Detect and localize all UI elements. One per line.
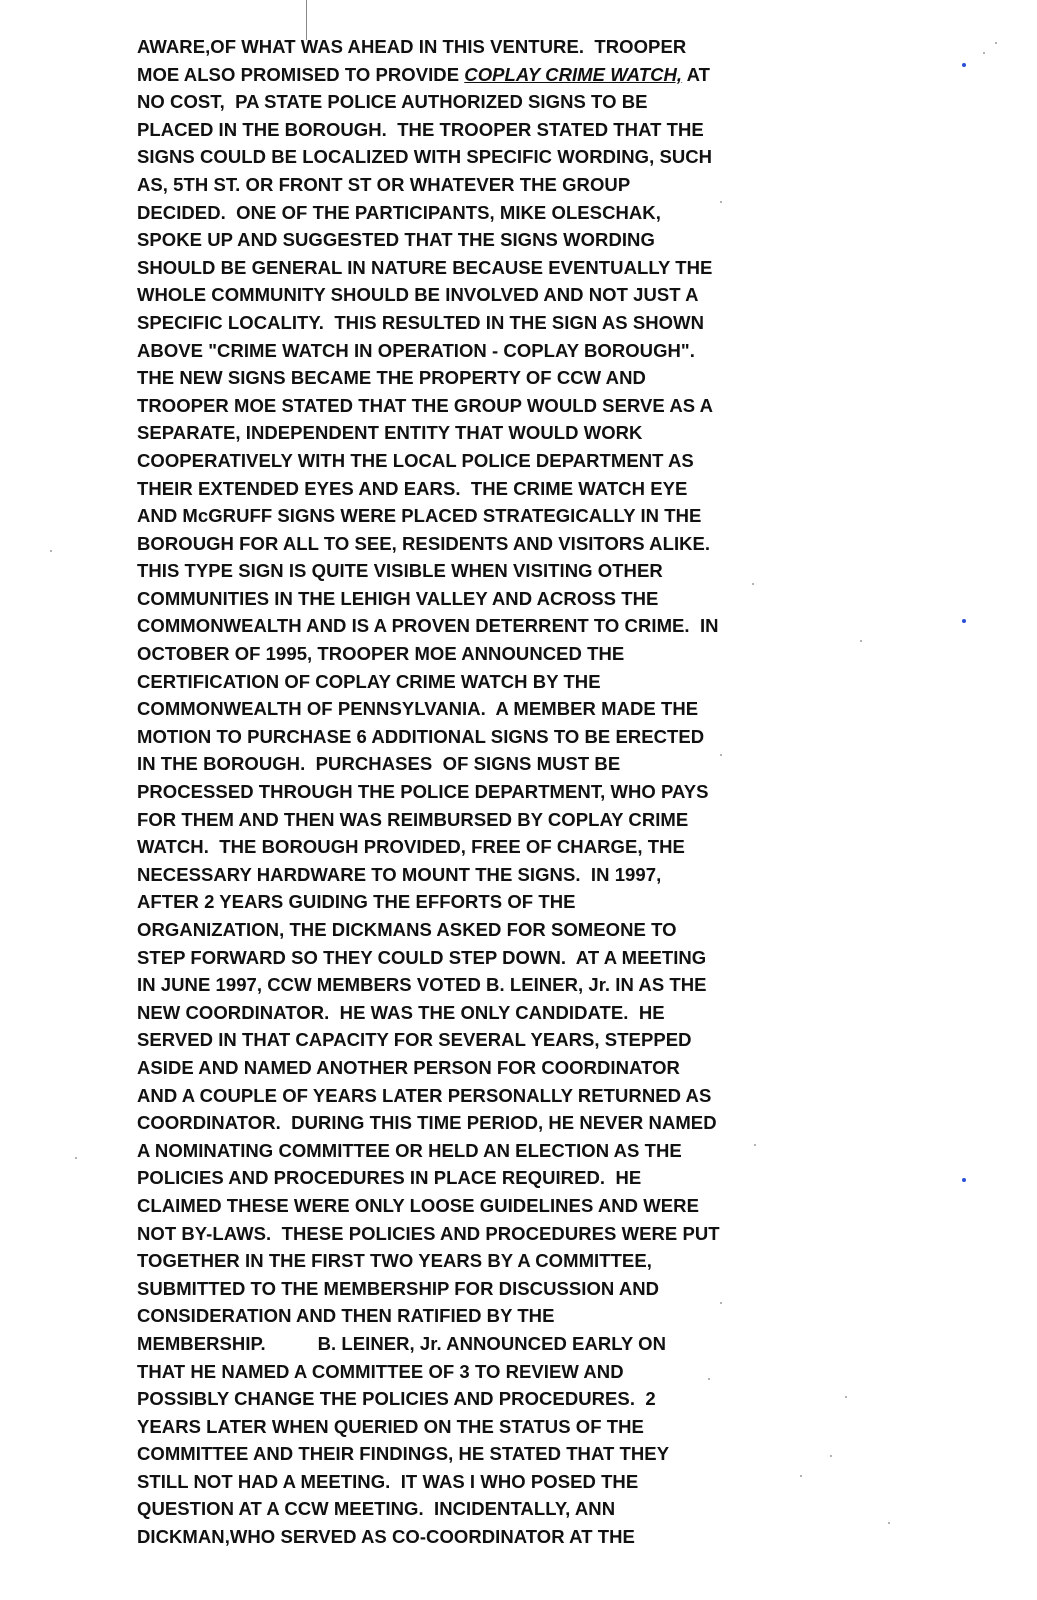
- text-line: [137, 585, 777, 613]
- text-line-segment: SUBMITTED TO THE MEMBERSHIP FOR DISCUSSION AND: [137, 1277, 660, 1299]
- text-line: [137, 971, 777, 999]
- text-line-segment: AND McGRUFF SIGNS WERE PLACED STRATEGICALLY IN THE: [137, 505, 702, 527]
- text-line-segment: POSSIBLY CHANGE THE POLICIES AND PROCEDURES. 2: [137, 1388, 656, 1410]
- text-line: [137, 668, 777, 696]
- text-line: [137, 419, 777, 447]
- text-line: [137, 1495, 777, 1523]
- text-line: [137, 530, 777, 558]
- text-line-segment: NECESSARY HARDWARE TO MOUNT THE SIGNS. IN 1997,: [137, 863, 662, 885]
- text-line-segment: SPOKE UP AND SUGGESTED THAT THE SIGNS WORDING: [137, 229, 655, 251]
- text-line: [137, 640, 777, 668]
- text-line-segment: MOTION TO PURCHASE 6 ADDITIONAL SIGNS TO BE ERECTED: [137, 725, 705, 747]
- text-line: [137, 1137, 777, 1165]
- text-line-segment: SIGNS COULD BE LOCALIZED WITH SPECIFIC WORDING, SUCH: [137, 146, 713, 168]
- text-line-segment: SERVED IN THAT CAPACITY FOR SEVERAL YEARS, STEPPED: [137, 1029, 692, 1051]
- text-line: [137, 1330, 777, 1358]
- text-line-segment: PROCESSED THROUGH THE POLICE DEPARTMENT, WHO PAYS: [137, 781, 709, 803]
- text-line: [137, 1164, 777, 1192]
- text-line: [137, 309, 777, 337]
- scan-speck: [800, 1475, 802, 1477]
- text-line: [137, 1440, 777, 1468]
- text-line: [137, 723, 777, 751]
- text-line: [137, 1385, 777, 1413]
- text-line-segment: THE NEW SIGNS BECAME THE PROPERTY OF CCW AND: [137, 367, 646, 389]
- text-line-segment: AND A COUPLE OF YEARS LATER PERSONALLY RETURNED AS: [137, 1084, 712, 1106]
- text-line-segment: TROOPER MOE STATED THAT THE GROUP WOULD SERVE AS A: [137, 394, 714, 416]
- scan-speck: [860, 640, 862, 642]
- text-line-segment: AWARE,OF WHAT WAS AHEAD IN THIS VENTURE. TROOPER: [137, 36, 687, 57]
- emphasized-organization-name: COPLAY CRIME WATCH,: [464, 63, 683, 85]
- text-line: [137, 116, 777, 144]
- text-line-segment: CONSIDERATION AND THEN RATIFIED BY THE: [137, 1305, 555, 1327]
- text-line: [137, 364, 777, 392]
- text-line: [137, 226, 777, 254]
- text-line: [137, 502, 777, 530]
- text-line-segment: A NOMINATING COMMITTEE OR HELD AN ELECTION AS THE: [137, 1139, 682, 1161]
- scan-speck: [995, 42, 997, 44]
- scan-speck: [720, 201, 722, 203]
- text-line-segment: MOE ALSO PROMISED TO PROVIDE: [137, 63, 465, 85]
- text-line-segment: IN JUNE 1997, CCW MEMBERS VOTED B. LEINER, Jr. IN AS THE: [137, 974, 707, 996]
- text-line: [137, 1192, 777, 1220]
- text-line: [137, 1302, 777, 1330]
- text-line-segment: YEARS LATER WHEN QUERIED ON THE STATUS OF THE: [137, 1415, 644, 1437]
- text-line: [137, 695, 777, 723]
- text-line: [137, 88, 777, 116]
- text-line: [137, 1523, 777, 1551]
- text-line-segment: THEIR EXTENDED EYES AND EARS. THE CRIME WATCH EYE: [137, 477, 688, 499]
- text-line: [137, 1220, 777, 1248]
- text-line-segment: BOROUGH FOR ALL TO SEE, RESIDENTS AND VISITORS ALIKE.: [137, 532, 711, 554]
- text-line: [137, 1054, 777, 1082]
- text-line-segment: MEMBERSHIP. B. LEINER, Jr. ANNOUNCED EARLY ON: [137, 1332, 667, 1354]
- scan-speck: [75, 1157, 77, 1159]
- scan-speck: [962, 619, 966, 623]
- scan-speck: [845, 1396, 847, 1398]
- scan-speck: [983, 52, 985, 54]
- text-line-segment: TOGETHER IN THE FIRST TWO YEARS BY A COMMITTEE,: [137, 1250, 652, 1272]
- text-line: [137, 888, 777, 916]
- text-line-segment: COORDINATOR. DURING THIS TIME PERIOD, HE NEVER NAMED: [137, 1112, 717, 1134]
- text-line-segment: ABOVE "CRIME WATCH IN OPERATION - COPLAY BOROUGH".: [137, 339, 695, 361]
- text-line: [137, 143, 777, 171]
- text-line: [137, 1109, 777, 1137]
- text-line: [137, 447, 777, 475]
- text-line-segment: CLAIMED THESE WERE ONLY LOOSE GUIDELINES AND WERE: [137, 1194, 699, 1216]
- text-line: [137, 612, 777, 640]
- text-line: [137, 861, 777, 889]
- text-line: [137, 475, 777, 503]
- text-line-segment: STEP FORWARD SO THEY COULD STEP DOWN. AT A MEETING: [137, 946, 707, 968]
- text-line: [137, 33, 777, 61]
- text-line: [137, 806, 777, 834]
- text-line: [137, 1413, 777, 1441]
- text-line: [137, 254, 777, 282]
- text-line-segment: AS, 5TH ST. OR FRONT ST OR WHATEVER THE GROUP: [137, 173, 631, 195]
- text-line: [137, 750, 777, 778]
- text-line: [137, 337, 777, 365]
- scan-speck: [962, 63, 966, 67]
- text-line: [137, 281, 777, 309]
- text-line-segment: COMMONWEALTH OF PENNSYLVANIA. A MEMBER MADE THE: [137, 698, 699, 720]
- scan-speck: [50, 550, 52, 552]
- text-line-segment: IN THE BOROUGH. PURCHASES OF SIGNS MUST BE: [137, 753, 621, 775]
- text-line: [137, 171, 777, 199]
- text-line-segment: THAT HE NAMED A COMMITTEE OF 3 TO REVIEW AND: [137, 1360, 624, 1382]
- text-line-segment: DICKMAN,WHO SERVED AS CO-COORDINATOR AT THE: [137, 1526, 635, 1548]
- text-line: [137, 392, 777, 420]
- text-line-segment: WATCH. THE BOROUGH PROVIDED, FREE OF CHARGE, THE: [137, 836, 685, 858]
- text-line-segment: AT: [682, 63, 711, 85]
- text-line-segment: AFTER 2 YEARS GUIDING THE EFFORTS OF THE: [137, 891, 576, 913]
- text-line-segment: COMMUNITIES IN THE LEHIGH VALLEY AND ACROSS THE: [137, 587, 659, 609]
- text-line-segment: FOR THEM AND THEN WAS REIMBURSED BY COPLAY CRIME: [137, 808, 689, 830]
- scan-speck: [830, 1455, 832, 1457]
- text-line: [137, 61, 777, 89]
- text-line: [137, 1358, 777, 1386]
- scan-speck: [720, 754, 722, 756]
- text-line-segment: NO COST, PA STATE POLICE AUTHORIZED SIGNS TO BE: [137, 91, 648, 113]
- text-line-segment: COMMONWEALTH AND IS A PROVEN DETERRENT TO CRIME. IN: [137, 615, 719, 637]
- text-line-segment: NOT BY-LAWS. THESE POLICIES AND PROCEDURES WERE PUT: [137, 1222, 720, 1244]
- text-line-segment: ORGANIZATION, THE DICKMANS ASKED FOR SOMEONE TO: [137, 919, 677, 940]
- text-line-segment: COMMITTEE AND THEIR FINDINGS, HE STATED THAT THEY: [137, 1443, 670, 1465]
- text-line: [137, 999, 777, 1027]
- scan-speck: [708, 1378, 710, 1380]
- scan-speck: [752, 583, 754, 585]
- scan-speck: [888, 1522, 890, 1524]
- text-line-segment: THIS TYPE SIGN IS QUITE VISIBLE WHEN VISITING OTHER: [137, 560, 663, 582]
- text-line-segment: SHOULD BE GENERAL IN NATURE BECAUSE EVENTUALLY THE: [137, 256, 713, 278]
- text-line: [137, 833, 777, 861]
- scan-speck: [720, 1302, 722, 1304]
- document-body: [137, 33, 777, 1551]
- text-line-segment: SPECIFIC LOCALITY. THIS RESULTED IN THE SIGN AS SHOWN: [137, 311, 704, 333]
- text-line-segment: DECIDED. ONE OF THE PARTICIPANTS, MIKE OLESCHAK,: [137, 201, 661, 223]
- text-line-segment: SEPARATE, INDEPENDENT ENTITY THAT WOULD WORK: [137, 422, 643, 444]
- text-line: [137, 1026, 777, 1054]
- text-line-segment: POLICIES AND PROCEDURES IN PLACE REQUIRED. HE: [137, 1167, 642, 1189]
- text-line: [137, 916, 777, 944]
- text-line-segment: PLACED IN THE BOROUGH. THE TROOPER STATED THAT THE: [137, 118, 704, 140]
- text-line-segment: WHOLE COMMUNITY SHOULD BE INVOLVED AND NOT JUST A: [137, 284, 699, 306]
- text-line: [137, 1247, 777, 1275]
- text-line-segment: NEW COORDINATOR. HE WAS THE ONLY CANDIDATE. HE: [137, 1001, 665, 1023]
- scan-speck: [962, 1178, 966, 1182]
- scan-speck: [754, 1144, 756, 1146]
- text-line-segment: COOPERATIVELY WITH THE LOCAL POLICE DEPARTMENT AS: [137, 449, 694, 471]
- text-line-segment: STILL NOT HAD A MEETING. IT WAS I WHO POSED THE: [137, 1470, 639, 1492]
- text-line: [137, 1082, 777, 1110]
- text-line-segment: CERTIFICATION OF COPLAY CRIME WATCH BY THE: [137, 670, 601, 692]
- text-line-segment: ASIDE AND NAMED ANOTHER PERSON FOR COORDINATOR: [137, 1056, 680, 1078]
- text-line: [137, 778, 777, 806]
- text-line: [137, 557, 777, 585]
- text-line-segment: OCTOBER OF 1995, TROOPER MOE ANNOUNCED THE: [137, 643, 625, 665]
- text-line-segment: QUESTION AT A CCW MEETING. INCIDENTALLY, ANN: [137, 1498, 616, 1520]
- text-line: [137, 1275, 777, 1303]
- text-line: [137, 1468, 777, 1496]
- text-line: [137, 944, 777, 972]
- text-line: [137, 199, 777, 227]
